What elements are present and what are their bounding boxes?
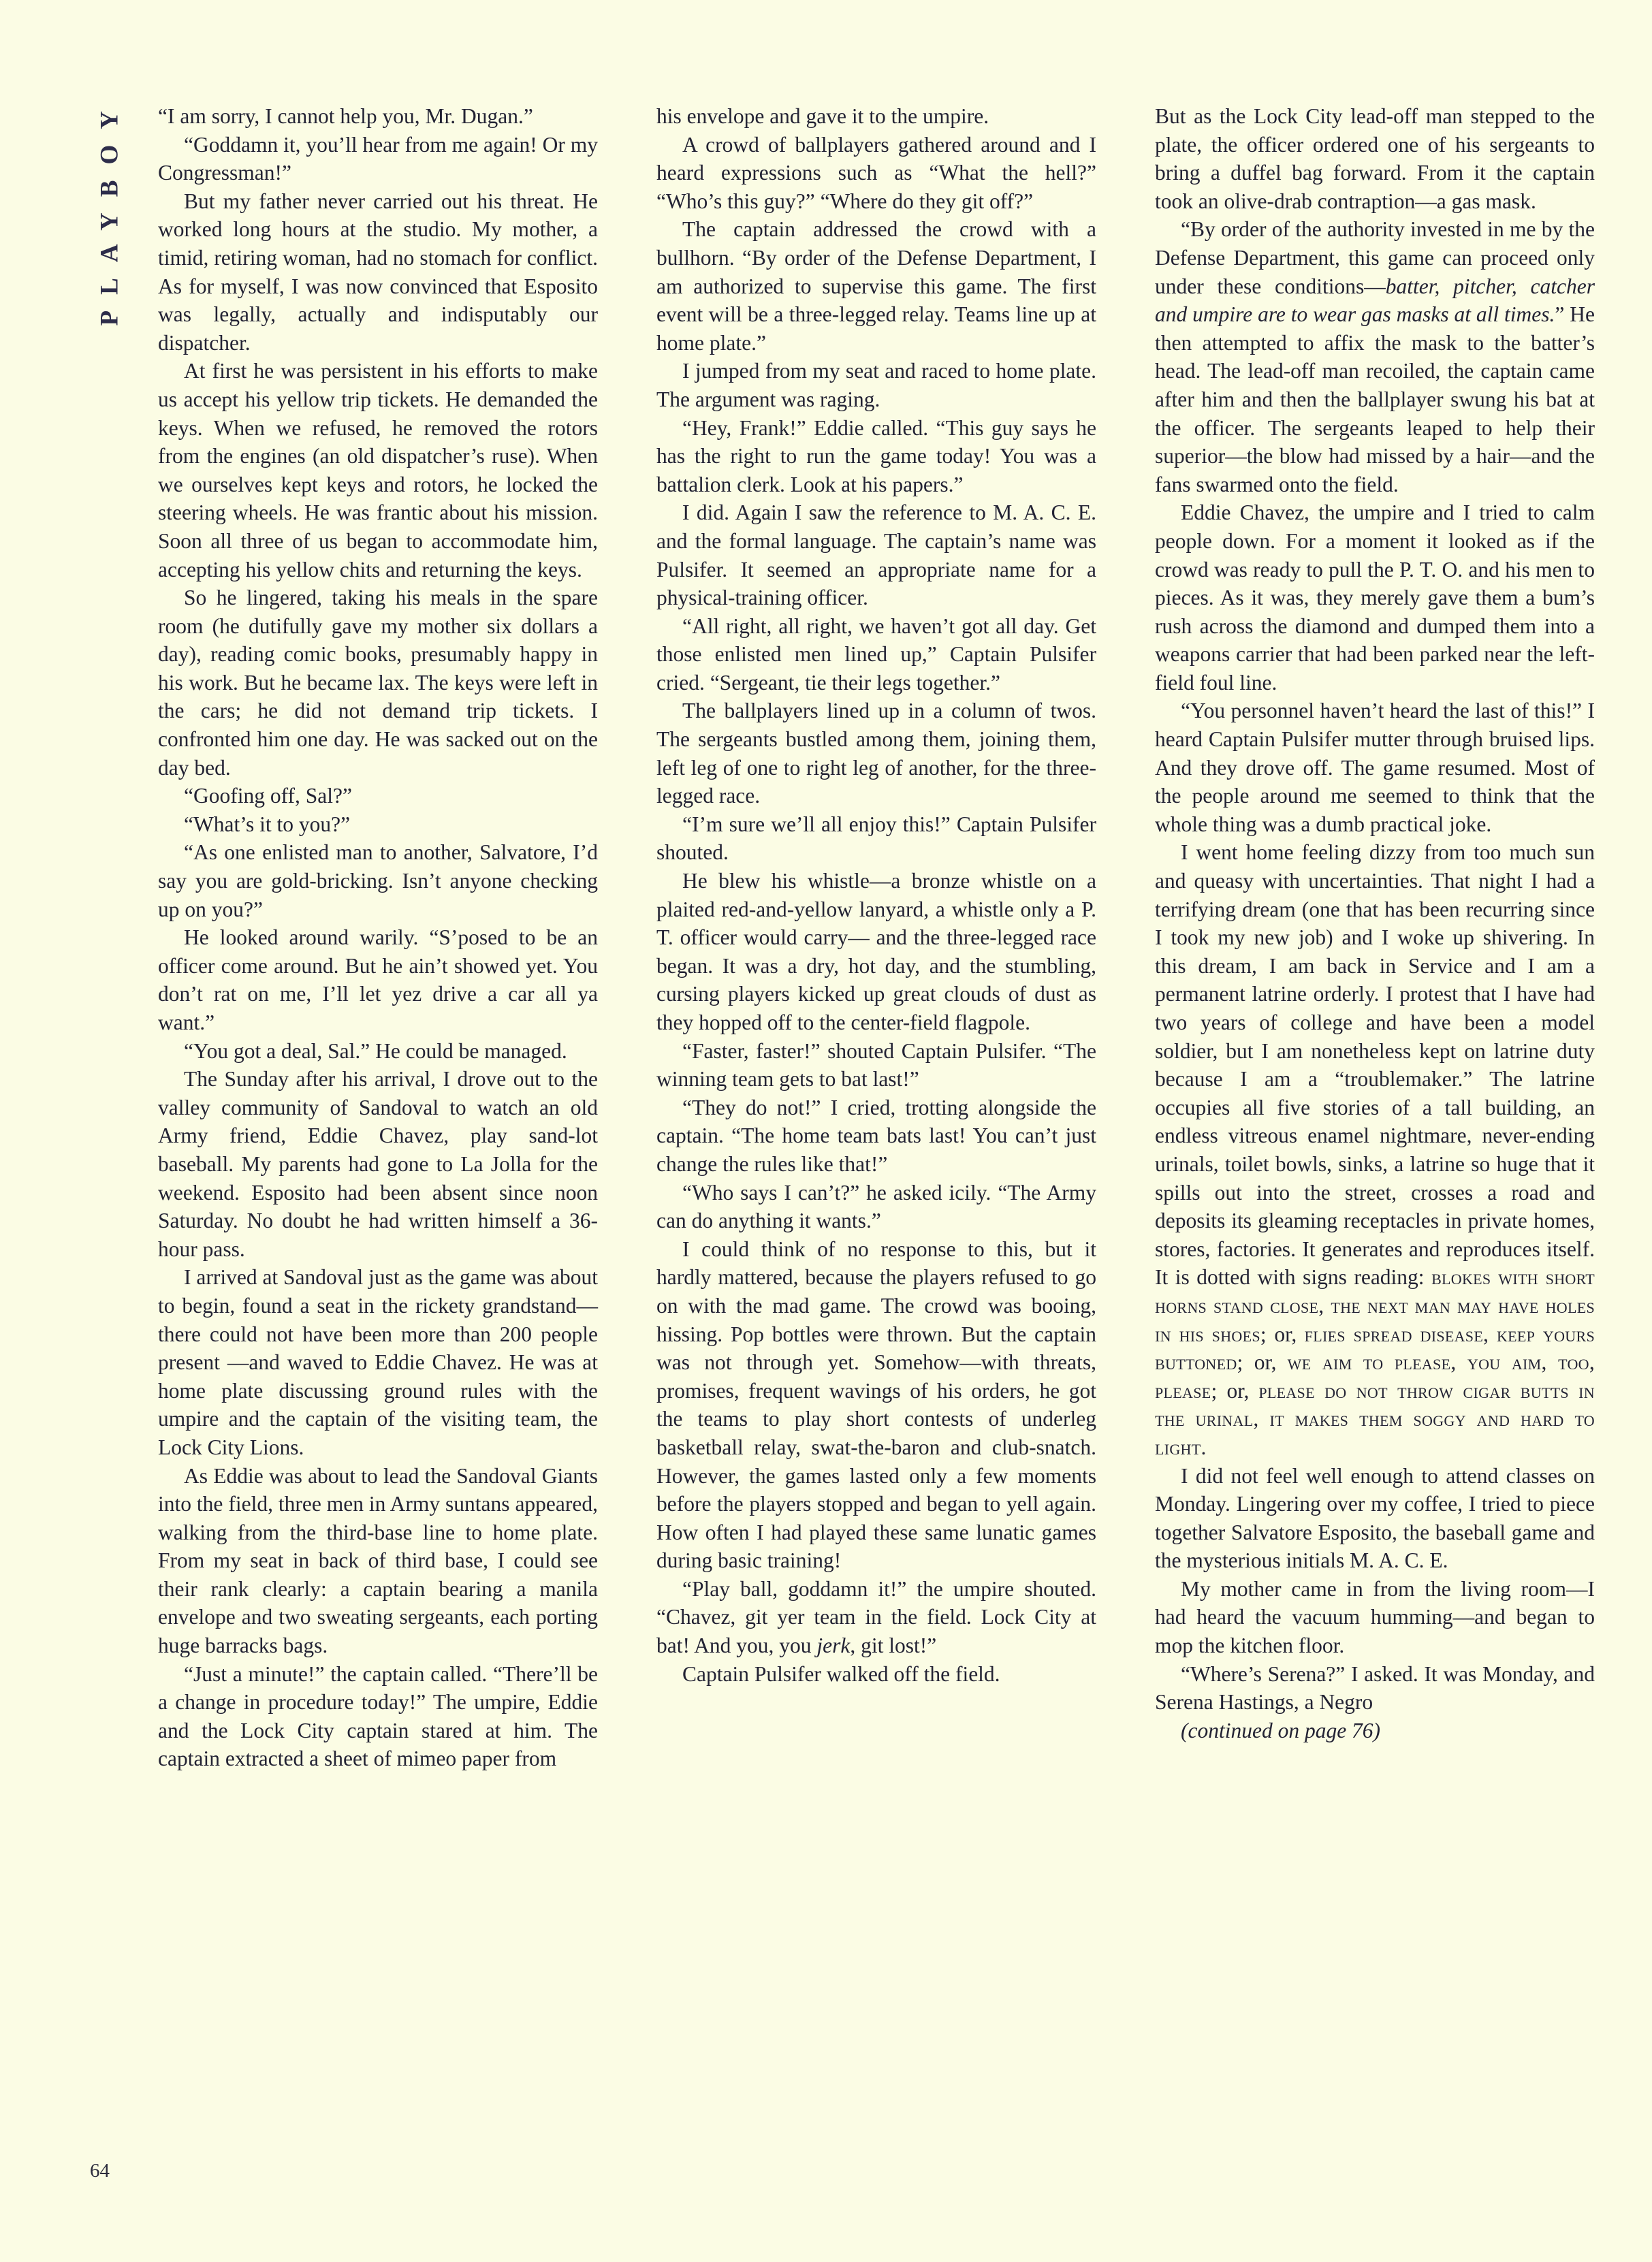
- paragraph: I could think of no response to this, but it hardly mattered, because the players refused to go on with the mad game. The crowd was booing, hissing. Pop bottles were thrown. But the captain was not through yet. Somehow—with threats, promises, frequent wavings of his orders, he got the teams to play short contests of underleg basketball relay, swat-the-baron and club-snatch. However, the games lasted only a few moments before the players stopped and began to yell again. How often I had played these same lunatic games during basic training!: [656, 1237, 1096, 1573]
- paragraph: Captain Pulsifer walked off the field.: [682, 1661, 1000, 1686]
- paragraph: “Just a minute!” the captain called. “There’ll be a change in procedure today!” The umpire, Eddie and the Lock City captain stared at him. The captain extracted a sheet of mimeo paper from: [158, 1661, 598, 1771]
- paragraph: As Eddie was about to lead the Sandoval Giants into the field, three men in Army suntans appeared, walking from the third-base line to home plate. From my seat in back of third base, I could see their rank clearly: a captain bearing a manila envelope and two sweating sergeants, each porting huge barracks bags.: [158, 1463, 598, 1658]
- paragraph: “Goofing off, Sal?”: [184, 784, 352, 808]
- paragraph: I jumped from my seat and raced to home plate. The argument was raging.: [656, 359, 1096, 411]
- paragraph: “Play ball, goddamn it!” the umpire shouted. “Chavez, git yer team in the field. Lock City at bat! And you, you jerk, git lost!”: [656, 1576, 1096, 1658]
- paragraph: “As one enlisted man to another, Salvatore, I’d say you are gold-bricking. Isn’t anyone checking up on you?”: [158, 840, 598, 921]
- paragraph: “They do not!” I cried, trotting alongside the captain. “The home team bats last! You can’t just change the rules like that!”: [656, 1095, 1096, 1176]
- paragraph: The Sunday after his arrival, I drove out to the valley community of Sandoval to watch an old Army friend, Eddie Chavez, play sand-lot baseball. My parents had gone to La Jolla for the weekend. Esposito had been absent since noon Saturday. No doubt he had written himself a 36-hour pass.: [158, 1067, 598, 1261]
- playboy-masthead: [86, 95, 133, 409]
- paragraph: “All right, all right, we haven’t got all day. Get those enlisted men lined up,” Captain Pulsifer cried. “Sergeant, tie their legs together.”: [656, 614, 1096, 695]
- paragraph: “By order of the authority invested in me by the Defense Department, this game can proceed only under these conditions—batter, pitcher, catcher and umpire are to wear gas masks at all times.” He then attempted to affix the mask to the batter’s head. The lead-off man recoiled, the captain came after him and then the ballplayer swung his bat at the officer. The sergeants leaped to help their superior—the blow had missed by a hair—and the fans swarmed onto the field.: [1155, 217, 1595, 496]
- paragraph: But as the Lock City lead-off man stepped to the plate, the officer ordered one of his sergeants to bring a duffel bag forward. From it the captain took an olive-drab contraption—a gas mask.: [1155, 104, 1595, 213]
- paragraph: I went home feeling dizzy from too much sun and queasy with uncertainties. That night I had a terrifying dream (one that has been recurring since I took my new job) and I woke up shivering. In this dream, I am back in Service and I am a permanent latrine orderly. I protest that I have had two years of college and have been a model soldier, but I am nonetheless kept on latrine duty because I am a “troublemaker.” The latrine occupies all five stories of a tall building, an endless vitreous enamel nightmare, never-ending urinals, toilet bowls, sinks, a latrine so huge that it spills out into the street, crosses a road and deposits its gleaming receptacles in private homes, stores, factories. It generates and reproduces itself. It is dotted with signs reading: blokes with short horns stand close, the next man may have holes in his shoes; or, flies spread disease, keep yours buttoned; or, we aim to please, you aim, too, please; or, please do not throw cigar butts in the urinal, it makes them soggy and hard to light.: [1155, 840, 1595, 1459]
- paragraph: “I am sorry, I cannot help you, Mr. Dugan.”: [158, 104, 533, 128]
- article-body: [158, 102, 1595, 1773]
- paragraph: “Hey, Frank!” Eddie called. “This guy says he has the right to run the game today! You was a battalion clerk. Look at his papers.”: [656, 415, 1096, 496]
- paragraph: Eddie Chavez, the umpire and I tried to calm people down. For a moment it looked as if the crowd was ready to pull the P. T. O. and his men to pieces. As it was, they merely gave them a bum’s rush across the diamond and dumped them into a weapons carrier that had been parked near the left-field foul line.: [1155, 500, 1595, 695]
- paragraph: He looked around warily. “S’posed to be an officer come around. But he ain’t showed yet. You don’t rat on me, I’ll let yez drive a car all ya want.”: [158, 925, 598, 1034]
- page-number: 64: [90, 2160, 110, 2182]
- paragraph: I did not feel well enough to attend classes on Monday. Lingering over my coffee, I tried to piece together Salvatore Esposito, the baseball game and the mysterious initials M. A. C. E.: [1155, 1463, 1595, 1573]
- paragraph: I did. Again I saw the reference to M. A. C. E. and the formal language. The captain’s name was Pulsifer. It seemed an appropriate name for a physical-training officer.: [656, 500, 1096, 610]
- text-column-3: [1155, 102, 1595, 1745]
- masthead-label: PLAYBOY: [95, 95, 124, 326]
- paragraph: “Faster, faster!” shouted Captain Pulsifer. “The winning team gets to bat last!”: [656, 1038, 1096, 1092]
- paragraph: A crowd of ballplayers gathered around and I heard expressions such as “What the hell?” “Who’s this guy?” “Where do they git off?”: [656, 132, 1096, 213]
- paragraph: He blew his whistle—a bronze whistle on a plaited red-and-yellow lanyard, a whistle only a P. T. officer would carry— and the three-legged race began. It was a dry, hot day, and the stumbling, cursing players kicked up great clouds of dust as they hopped off to the center-field flagpole.: [656, 869, 1096, 1034]
- paragraph: “Where’s Serena?” I asked. It was Monday, and Serena Hastings, a Negro: [1155, 1661, 1595, 1715]
- continued-note: (continued on page 76): [1181, 1718, 1381, 1742]
- paragraph: My mother came in from the living room—I had heard the vacuum humming—and began to mop the kitchen floor.: [1155, 1576, 1595, 1658]
- paragraph: I arrived at Sandoval just as the game was about to begin, found a seat in the rickety grandstand—there could not have been more than 200 people present —and waved to Eddie Chavez. He was at home plate discussing ground rules with the umpire and the captain of the visiting team, the Lock City Lions.: [158, 1265, 598, 1459]
- paragraph: “Who says I can’t?” he asked icily. “The Army can do anything it wants.”: [656, 1180, 1096, 1233]
- paragraph: his envelope and gave it to the umpire.: [656, 104, 989, 128]
- text-column-2: [656, 102, 1096, 1688]
- paragraph: “What’s it to you?”: [184, 812, 351, 836]
- paragraph: The ballplayers lined up in a column of twos. The sergeants bustled among them, joining them, left leg of one to right leg of another, for the three-legged race.: [656, 699, 1096, 808]
- paragraph: “I’m sure we’ll all enjoy this!” Captain Pulsifer shouted.: [656, 812, 1096, 865]
- paragraph: At first he was persistent in his efforts to make us accept his yellow trip tickets. He demanded the keys. When we refused, he removed the rotors from the engines (an old dispatcher’s ruse). When we ourselves kept keys and rotors, he locked the steering wheels. He was frantic about his mission. Soon all three of us began to accommodate him, accepting his yellow chits and returning the keys.: [158, 359, 598, 582]
- paragraph: “You got a deal, Sal.” He could be managed.: [184, 1038, 567, 1063]
- paragraph: But my father never carried out his threat. He worked long hours at the studio. My mother, a timid, retiring woman, had no stomach for conflict. As for myself, I was now convinced that Esposito was legally, actually and indisputably our dispatcher.: [158, 189, 598, 355]
- paragraph: “You personnel haven’t heard the last of this!” I heard Captain Pulsifer mutter through bruised lips. And they drove off. The game resumed. Most of the people around me seemed to think that the whole thing was a dumb practical joke.: [1155, 699, 1595, 836]
- paragraph: So he lingered, taking his meals in the spare room (he dutifully gave my mother six dollars a day), reading comic books, presumably happy in his work. But he became lax. The keys were left in the cars; he did not demand trip tickets. I confronted him one day. He was sacked out on the day bed.: [158, 586, 598, 780]
- text-column-1: [158, 102, 598, 1773]
- paragraph: “Goddamn it, you’ll hear from me again! Or my Congressman!”: [158, 132, 598, 185]
- paragraph: The captain addressed the crowd with a bullhorn. “By order of the Defense Department, I am authorized to supervise this game. The first event will be a three-legged relay. Teams line up at home plate.”: [656, 217, 1096, 355]
